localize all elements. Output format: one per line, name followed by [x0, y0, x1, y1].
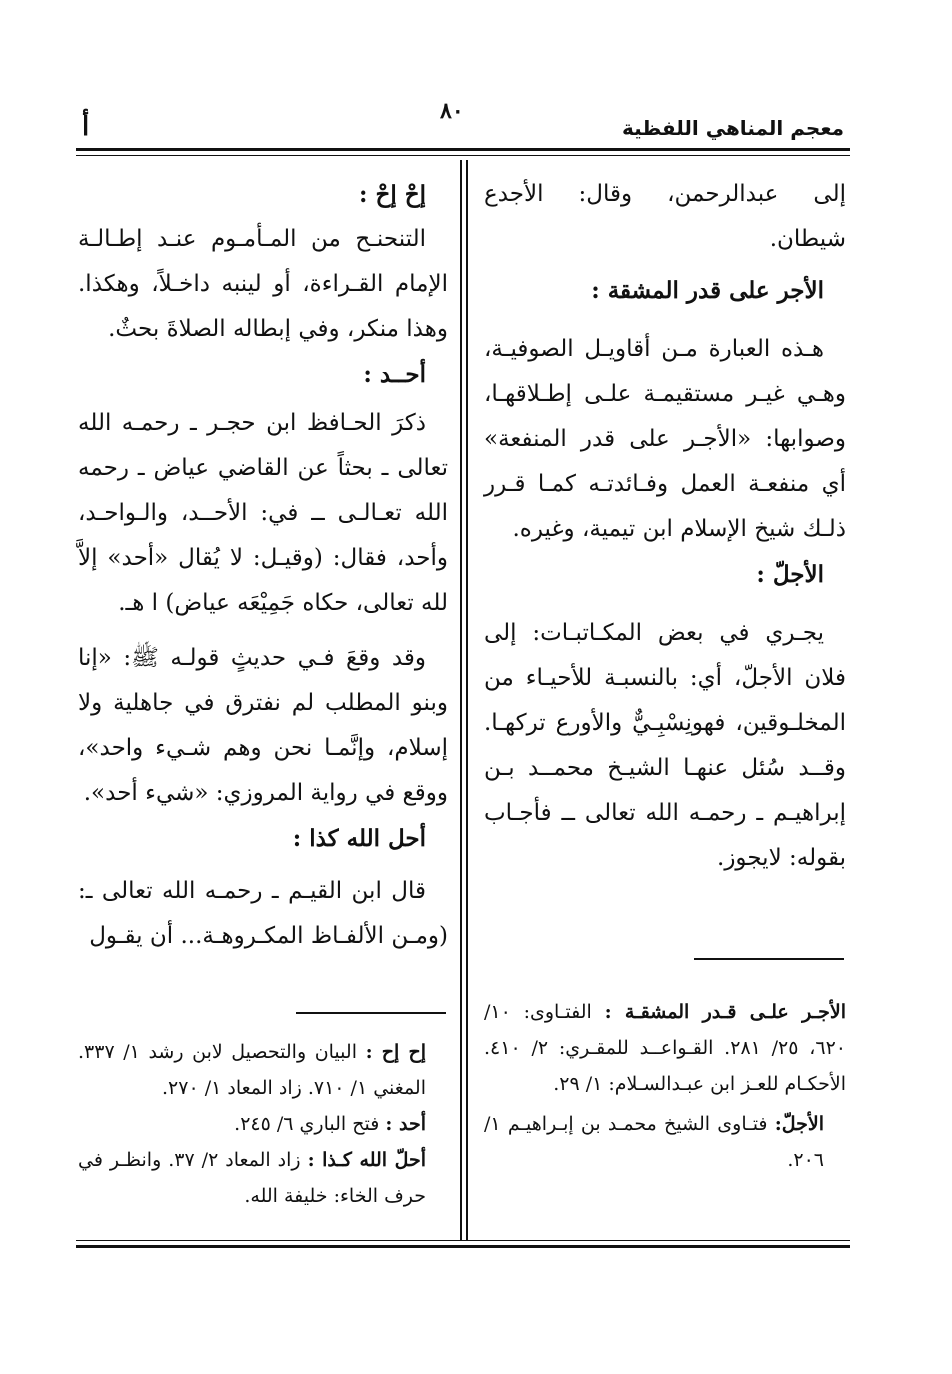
- right-paragraph-1: إلى عبدالرحمن، وقال: الأجدع شيطان.: [484, 181, 846, 252]
- footer-rule-thick: [76, 1245, 850, 1248]
- page-number: ٨٠: [440, 98, 464, 124]
- footnotes-right: [484, 994, 846, 1178]
- footnote-left-2: [78, 1106, 448, 1142]
- left-paragraph-4: قال ابن القيـم ـ رحمـه الله تعالى ـ: (ومـن الألفـاظ المكـروهـة... أن يقـول: [78, 878, 448, 949]
- left-paragraph-3: وقد وقعَ فـي حديثٍ قولـه ﷺ: «إنا وبنو المطلب لم نفترق في جاهلية ولا إسلام، وإنَّمـا نحن وهم شـيء واحد»، ووقع في رواية المروزي: «شيء أحد».: [78, 645, 448, 806]
- footer-rule-thin: [76, 1240, 850, 1241]
- section-letter: أ: [82, 112, 90, 142]
- footnote-text: الفتـاوى: ١٠/ ٦٢٠، ٢٥/ ٢٨١. القـواعــد للمقـري: ٢/ ٤١٠. الأحكـام للعـز ابن عبـدالسـلام: ١/ ٢٩.: [484, 1001, 846, 1095]
- footnote-right-1: [484, 994, 846, 1102]
- footnote-term: الأجلّ:: [774, 1113, 824, 1135]
- footnote-term: الأجـر علـى قـدر المشقـة :: [604, 1001, 847, 1023]
- left-paragraph-2: ذكرَ الحـافظ ابن حجـر ـ رحمـه الله تعالى ـ بحثاً عن القاضي عياض ـ رحمه الله تعـالـى ــ في: الأحــد، والـواحـد، وأحد، فقال: (وقيـل: لا يُقال «أحد» إلاَّ لله تعالى، حكاه جَمِيْعَه عياض) ا هـ.: [78, 410, 448, 616]
- footnote-term: أحلّ الله كـذا :: [307, 1149, 427, 1171]
- footnote-separator-right: [694, 958, 844, 960]
- header-rule-thin: [76, 155, 850, 156]
- left-paragraph-1: التنحنـح من المـأمـوم عنـد إطـالـة الإمام القـراءة، أو لينبه داخـلاً، وهكذا. وهذا منكر، وفي إبطاله الصلاةَ بحثٌ.: [78, 226, 448, 342]
- right-column: [484, 172, 846, 881]
- entry-heading-ahalla: أحل الله كذا :: [292, 825, 426, 852]
- entry-heading-ajall: الأجلّ :: [756, 561, 824, 588]
- footnote-right-2: [484, 1106, 846, 1178]
- footnote-left-1: [78, 1034, 448, 1106]
- entry-heading-ih: إحْ إحْ :: [359, 181, 426, 208]
- entry-heading-ajr: الأجر على قدر المشقة :: [591, 277, 824, 304]
- header-rule-thick: [76, 148, 850, 151]
- footnote-separator-left: [296, 1012, 446, 1014]
- column-divider-right: [466, 160, 468, 1240]
- footnote-left-3: [78, 1142, 448, 1214]
- left-column: [78, 172, 448, 959]
- entry-heading-ahad: أحــد :: [363, 361, 426, 388]
- footnotes-left: [78, 1034, 448, 1214]
- right-paragraph-2: هـذه العبارة مـن أقاويـل الصوفيـة، وهـي غيـر مستقيمـة علـى إطـلاقهـا، وصوابها: «الأجـر على قدر المنفعة» أي منفعـة العمل وفـائدتـه كمـا قـرر ذلـك شيخ الإسلام ابن تيمية، وغيره.: [484, 336, 846, 542]
- column-divider-left: [460, 160, 462, 1240]
- footnote-term: إح إح :: [365, 1041, 426, 1063]
- footnote-term: أحد :: [385, 1113, 426, 1135]
- footnote-text: فتـاوى الشيخ محمـد بن إبـراهيـم ١/ ٢٠٦.: [484, 1113, 824, 1171]
- footnote-text: زاد المعاد ٢/ ٣٧. وانظـر في حرف الخاء: خليفة الله.: [78, 1149, 426, 1207]
- footnote-text: فتح الباري ٦/ ٢٤٥.: [234, 1113, 380, 1135]
- right-paragraph-3: يجـري في بعض المكـاتبـات: إلى فلان الأجلّ، أي: بالنسبـة للأحيـاء من المخلـوقين، فهونِسْبِـيٌّ والأورع تركهـا. وقــد سُئل عنهـا الشيـخ محمــد بـن إبراهيـم ـ رحمـه الله تعالى ــ فأجـاب بقوله: لايجوز.: [484, 620, 846, 871]
- running-title: معجم المناهي اللفظية: [622, 116, 844, 140]
- footnote-text: البيان والتحصيل لابن رشد ١/ ٣٣٧. المغني ١/ ٧١٠. زاد المعاد ١/ ٢٧٠.: [78, 1041, 426, 1099]
